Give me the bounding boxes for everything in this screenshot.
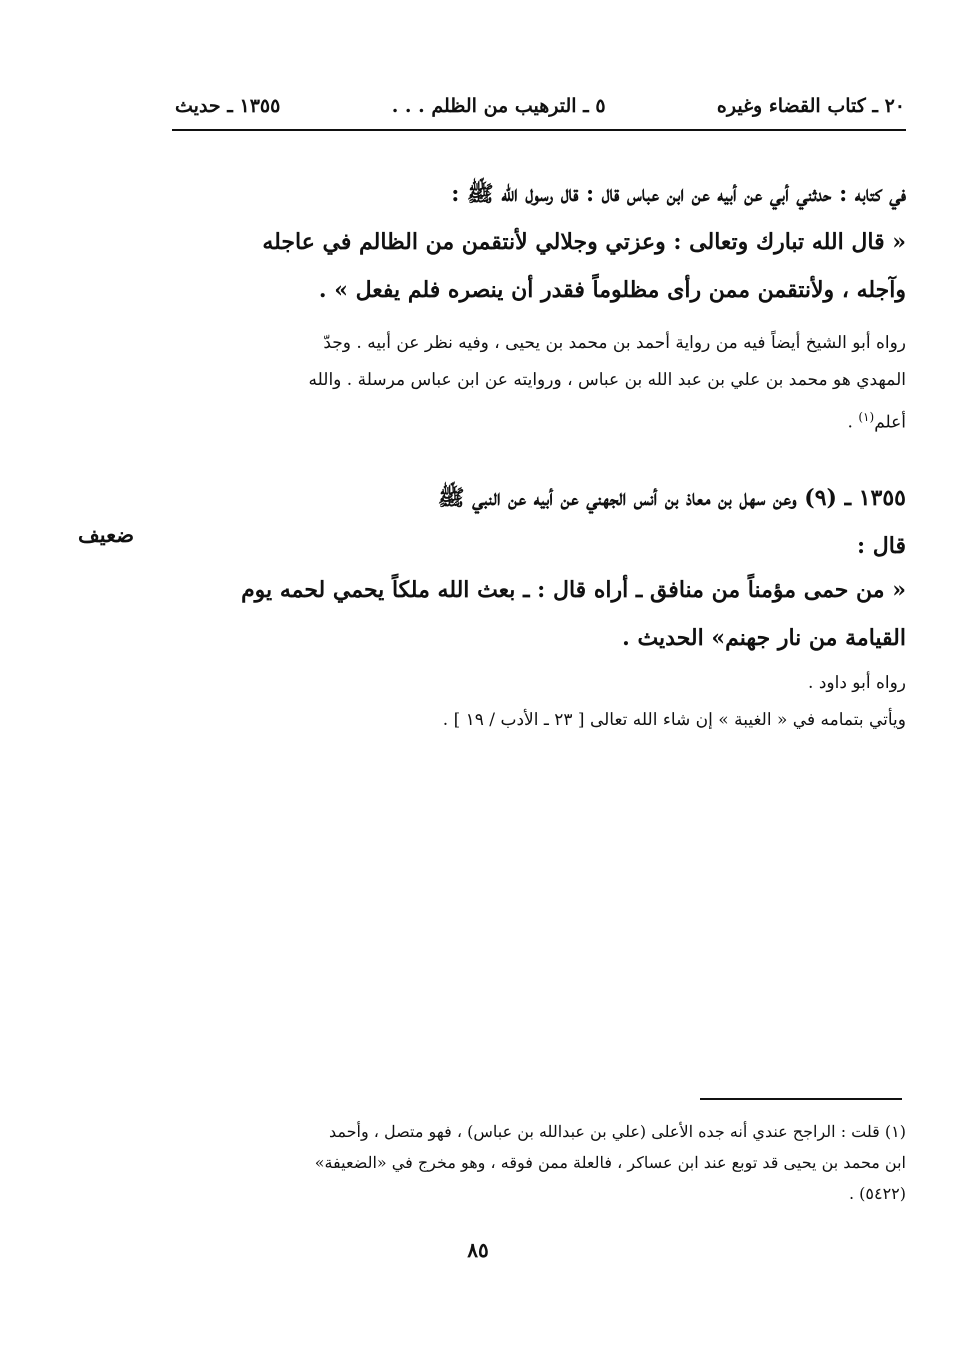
continued-hadith-line-3: وآجله ، ولأنتقمن ممن رأى مظلوماً فقدر أن ينصره فلم يفعل » . — [318, 277, 906, 303]
hadith-1355-source — [170, 665, 906, 739]
takhrij-line-2: المهدي هو محمد بن علي بن عبد الله بن عباس ، وروايته عن ابن عباس مرسلة . والله — [308, 370, 906, 390]
takhrij-line-3 — [170, 399, 906, 442]
hadith-1355-text-line-2: القيامة من نار جهنم» الحديث . — [622, 625, 906, 651]
takhrij-line-3-text: أعلم — [874, 412, 906, 433]
hadith-1355-text-line-1: « من حمى مؤمناً من منافق ـ أراه قال : ـ بعث الله ملكاً يحمي لحمه يوم — [241, 577, 906, 603]
cross-reference-note: ويأتي بتمامه في « الغيبة » إن شاء الله تعالى [ ٢٣ ـ الأدب / ١٩ ] . — [442, 710, 906, 730]
hadith-1355-text — [170, 566, 906, 662]
footnote-line-2: ابن محمد بن يحيى قد توبع عند ابن عساكر ، فالعلة ممن فوقه ، وهو مخرج في «الضعيفة» — [314, 1153, 906, 1172]
hadith-grade-label: ضعيف — [78, 522, 135, 547]
header-section: ٥ ـ الترهيب من الظلم . . . — [391, 95, 606, 117]
continued-hadith — [170, 170, 906, 314]
running-header — [175, 90, 905, 122]
header-rule — [172, 129, 906, 131]
footnote-line-3: (٥٤٢٢) . — [848, 1184, 906, 1203]
header-chapter: ٢٠ ـ كتاب القضاء وغيره — [716, 95, 905, 117]
takhrij-line-1: رواه أبو الشيخ أيضاً فيه من رواية أحمد بن محمد بن يحيى ، وفيه نظر عن أبيه . وجدّ — [323, 333, 906, 353]
takhrij-trailing: . — [847, 412, 859, 433]
hadith-1355-qal: قال : — [857, 533, 906, 559]
hadith-1355-heading — [170, 474, 906, 570]
footnote-rule — [700, 1098, 902, 1100]
continued-hadith-line-2: « قال الله تبارك وتعالى : وعزتي وجلالي لأنتقمن من الظالم في عاجله — [262, 229, 906, 255]
narrated-by: رواه أبو داود . — [808, 673, 906, 693]
footnote — [170, 1116, 906, 1209]
page-number: ٨٥ — [467, 1238, 489, 1262]
takhrij-paragraph — [170, 325, 906, 442]
header-hadith-number: ١٣٥٥ ـ حديث — [175, 95, 281, 117]
footnote-reference[interactable]: (١) — [858, 410, 875, 424]
continued-hadith-line-1: في كتابه : حدثني أبي عن أبيه عن ابن عباس قال : قال رسول الله ﷺ : — [451, 181, 906, 207]
footnote-line-1: (١) قلت : الراجح عندي أنه جده الأعلى (علي بن عبدالله بن عباس) ، فهو متصل ، وأحمد — [329, 1122, 906, 1141]
hadith-1355-isnad: ١٣٥٥ ـ (٩) وعن سهل بن معاذ بن أنس الجهني عن أبيه عن النبي ﷺ — [437, 485, 906, 511]
